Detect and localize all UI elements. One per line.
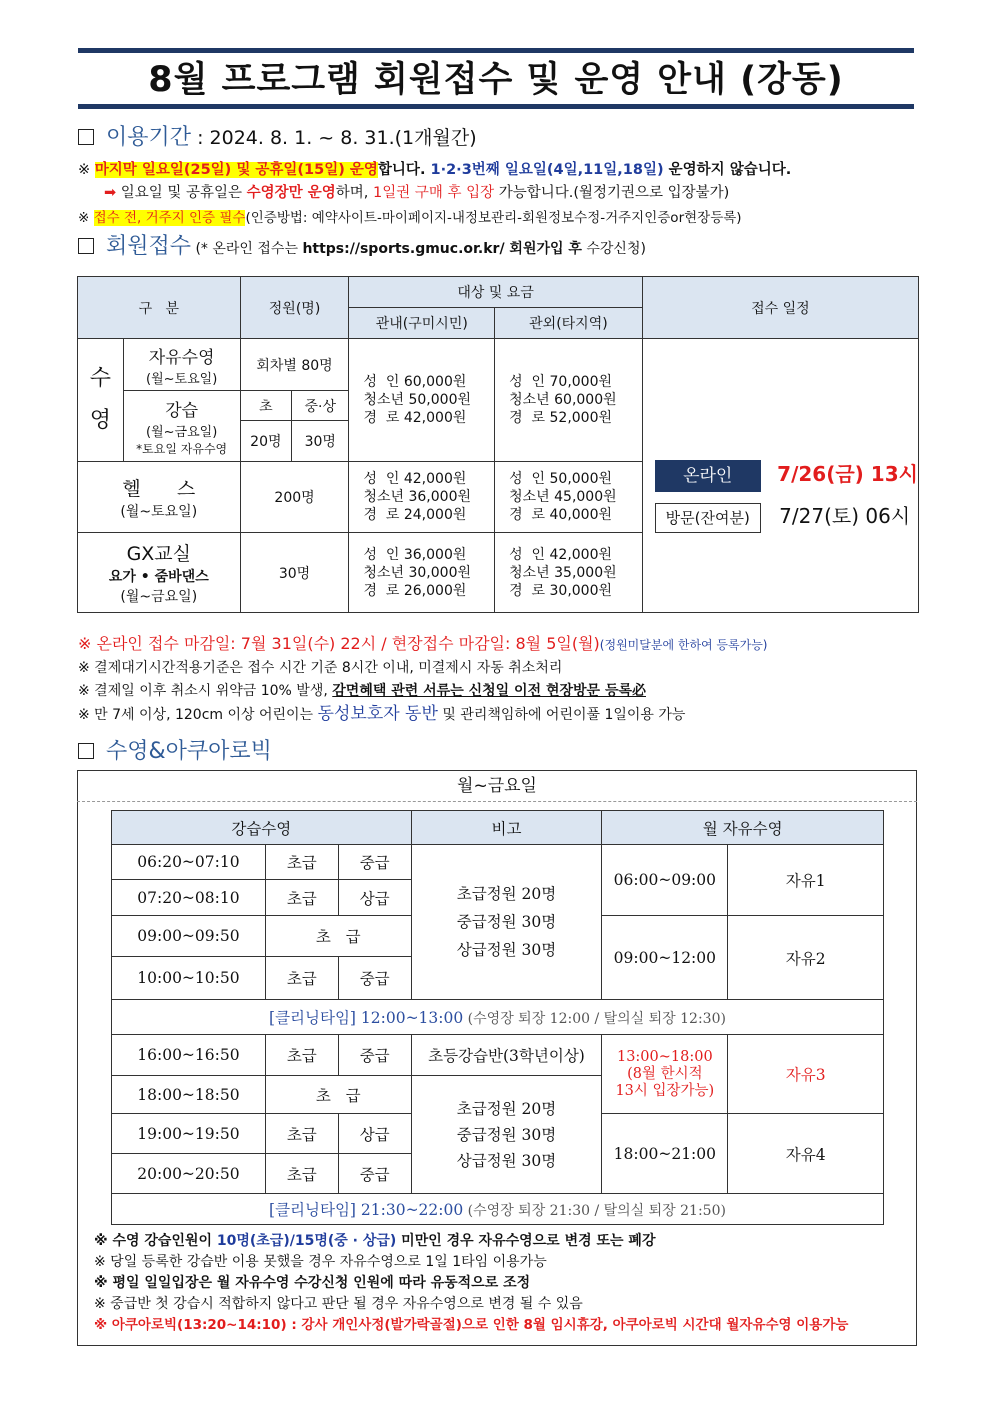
h-free: 월 자유수영 [602,811,884,845]
free-swim-label: 자유수영 [148,347,215,368]
signup-label: 회원접수 [106,234,192,259]
header-category: 구 분 [78,277,241,339]
fee-table [77,276,919,613]
notice-2-c: 하며, [335,185,373,201]
checkbox-icon [78,238,94,254]
gx-sub: 요가 • 줌바댄스 [108,569,209,585]
bottom-note-1-c: 미만인 경우 자유수영으로 변경 또는 폐강 [396,1233,656,1249]
notice-1-a: 운영 [344,162,378,178]
cleaning-time-2-main: [클리닝타임] 21:30~22:00 [269,1201,464,1219]
notice-3 [78,208,742,228]
fee-note-2-a: ※ 결제일 이후 취소시 위약금 10% 발생, [78,683,333,699]
notice-2-a: 일요일 및 공휴일은 [116,185,247,201]
notice-3-highlight: 접수 전, 거주지 인증 필수 [93,210,246,226]
cleaning-time-2 [112,1194,884,1225]
header-capacity: 정원(명) [240,277,349,339]
schedule-visit-row [643,500,918,533]
notice-2-e: 가능합니다.(월정기권으로 입장불가) [494,185,730,201]
visit-badge: 방문(잔여분) [655,503,761,533]
lesson-h-mid: 중·상 [292,391,349,421]
lesson-label: 강습 [165,400,199,421]
pm-note-2: 초급정원 20명 중급정원 30명 상급정원 30명 [411,1076,602,1194]
lesson-level: 초급 [265,957,338,1000]
header-resident: 관내(구미시민) [349,308,495,339]
health-fee-resident: 성 인 42,000원 청소년 36,000원 경 로 24,000원 [349,462,495,533]
health-capacity: 200명 [240,462,349,533]
bottom-note-1 [94,1231,655,1251]
arrow-right-icon: ➡ [104,185,117,201]
lesson-time: 07:20~08:10 [112,880,266,916]
bottom-note-1-b: 10명(초급)/15명(중 · 상급) [216,1233,397,1249]
lesson-time: 09:00~09:50 [112,916,266,957]
lesson-time: 06:20~07:10 [112,845,266,880]
free-swim-cell [123,339,240,391]
notice-1-highlight: 마지막 일요일(25일) 및 공휴일(15일) [94,162,345,178]
aqua-heading [78,737,272,767]
swim-char-2: 영 [89,408,111,433]
free-time: 18:00~21:00 [602,1114,728,1194]
notice-1-c: 1·2·3번째 일요일(4일,11일,18일) [430,162,664,178]
period-row: 이용기간 : 2024. 8. 1. ~ 8. 31.(1개월간) [78,124,477,152]
lesson-level: 중급 [338,957,411,1000]
free-swim-days: (월~토요일) [146,371,218,387]
lesson-days: (월~금요일) [146,424,218,440]
bottom-note-5: ※ 아쿠아로빅(13:20~14:10) : 강사 개인사정(발가락골절)으로 인한 8월 임시휴강, 아쿠아로빅 시간대 월자유수영 이용가능 [94,1317,849,1333]
bottom-note-1-a: ※ 수영 강습인원이 [94,1233,217,1249]
lesson-h-beginner: 초 [240,391,291,421]
lesson-level: 중급 [338,1154,411,1194]
lesson-level: 초 급 [265,916,411,957]
aqua-table [111,810,884,1225]
lesson-cell [123,391,240,462]
period-label: 이용기간 [106,125,192,150]
deadline-text: ※ 온라인 접수 마감일: 7월 31일(수) 22시 / 현장접수 마감일: 8월 5일(월) [78,634,600,653]
lesson-time: 18:00~18:50 [112,1076,266,1114]
health-cell [78,462,241,533]
schedule-cell [642,339,918,613]
fee-note-3 [78,704,685,725]
fee-note-2-b: 감면혜택 관련 서류는 신청일 이전 현장방문 등록必 [332,683,646,699]
online-badge: 온라인 [655,460,761,492]
free-name: 자유4 [728,1114,884,1194]
lesson-level: 초급 [265,1114,338,1154]
signup-row [78,232,646,264]
swim-group-label [78,339,124,462]
bottom-note-2: ※ 당일 등록한 강습반 이용 못했을 경우 자유수영으로 1일 1타임 이용가능 [94,1254,547,1270]
notice-2-d: 1일권 구매 후 입장 [372,185,495,201]
swim-char-1: 수 [89,366,111,391]
cleaning-time-1 [112,1000,884,1035]
notice-1 [78,160,791,180]
signup-note-b: 수강신청) [581,241,646,257]
visit-date: 7/27(토) 06시 [779,504,911,528]
free-swim-capacity: 회차별 80명 [240,339,349,391]
lesson-level: 중급 [338,845,411,880]
lesson-level: 상급 [338,1114,411,1154]
swim-fee-resident: 성 인 60,000원 청소년 50,000원 경 로 42,000원 [349,339,495,462]
notice-mark: ※ [78,162,91,178]
signup-note-a: (* 온라인 접수는 [195,241,303,257]
cleaning-time-1-detail: (수영장 퇴장 12:00 / 탈의실 퇴장 12:30) [463,1011,726,1027]
gx-fee-nonresident: 성 인 42,000원 청소년 35,000원 경 로 30,000원 [495,533,643,613]
deadline-note [78,633,768,656]
lesson-time: 19:00~19:50 [112,1114,266,1154]
notice-3-rest: (인증방법: 예약사이트-마이페이지-내정보관리-회원정보수정-거주지인증or현장등록) [245,210,742,226]
online-date: 7/26(금) 13시 [777,462,918,486]
free-name: 자유2 [728,916,884,1000]
health-days: (월~토요일) [120,503,198,520]
lesson-time: 10:00~10:50 [112,957,266,1000]
checkbox-icon [78,743,94,759]
lesson-sub: *토요일 자유수영 [136,441,228,456]
bottom-note-3: ※ 평일 일일입장은 월 자유수영 수강신청 인원에 따라 유동적으로 조정 [94,1275,531,1291]
health-label: 헬 스 [122,477,196,500]
lesson-level: 초급 [265,845,338,880]
gx-label: GX교실 [126,543,192,565]
gx-cell [78,533,241,613]
gx-fee-resident: 성 인 36,000원 청소년 30,000원 경 로 26,000원 [349,533,495,613]
lesson-time: 20:00~20:50 [112,1154,266,1194]
fee-note-1: ※ 결제대기시간적용기준은 접수 시간 기준 8시간 이내, 미결제시 자동 취소처리 [78,660,563,676]
cleaning-time-1-main: [클리닝타임] 12:00~13:00 [269,1009,464,1027]
lesson-level: 중급 [338,1035,411,1076]
swim-fee-nonresident: 성 인 70,000원 청소년 60,000원 경 로 52,000원 [495,339,643,462]
lesson-cap-beginner: 20명 [240,421,291,462]
am-note: 초급정원 20명 중급정원 30명 상급정원 30명 [411,845,602,1000]
title-rule-bottom [78,104,914,109]
fee-note-3-b: 동성보호자 동반 [317,704,438,724]
free-name: 자유1 [728,845,884,916]
bottom-note-4: ※ 중급반 첫 강습시 적합하지 않다고 판단 될 경우 자유수영으로 변경 될 수 있음 [94,1296,583,1312]
lesson-level: 초 급 [265,1076,411,1114]
header-nonresident: 관외(타지역) [495,308,643,339]
header-target: 대상 및 요금 [349,277,642,308]
schedule-online-row [643,458,918,492]
fee-note-3-c: 및 관리책임하에 어린이풀 1일이용 가능 [437,707,686,723]
deadline-small: (정원미달분에 한하여 등록가능) [599,638,768,652]
free-name: 자유3 [728,1035,884,1114]
lesson-level: 상급 [338,880,411,916]
free-time: 09:00~12:00 [602,916,728,1000]
lesson-level: 초급 [265,1154,338,1194]
aqua-label: 수영&아쿠아로빅 [106,739,272,764]
fee-note-3-a: ※ 만 7세 이상, 120cm 이상 어린이는 [78,707,318,723]
h-lesson: 강습수영 [112,811,412,845]
h-note: 비고 [411,811,602,845]
lesson-cap-mid: 30명 [292,421,349,462]
days-header: 월~금요일 [77,770,917,802]
lesson-level: 초급 [265,1035,338,1076]
notice-1-d: 운영하지 않습니다. [663,162,792,178]
period-value: 2024. 8. 1. ~ 8. 31.(1개월간) [209,127,477,149]
notice-2-b: 수영장만 운영 [246,185,336,201]
free-time: 06:00~09:00 [602,845,728,916]
pm-note-1: 초등강습반(3학년이상) [411,1035,602,1076]
notice-2 [104,183,729,203]
page-title: 8월 프로그램 회원접수 및 운영 안내 (강동) [148,60,844,100]
lesson-time: 16:00~16:50 [112,1035,266,1076]
lesson-level: 초급 [265,880,338,916]
checkbox-icon [78,129,94,145]
notice-mark: ※ [78,210,90,226]
gx-capacity: 30명 [240,533,349,613]
notice-1-b: 합니다. [377,162,431,178]
health-fee-nonresident: 성 인 50,000원 청소년 45,000원 경 로 40,000원 [495,462,643,533]
free-time: 13:00~18:00 (8월 한시적 13시 입장가능) [602,1035,728,1114]
header-schedule: 접수 일정 [642,277,918,339]
cleaning-time-2-detail: (수영장 퇴장 21:30 / 탈의실 퇴장 21:50) [463,1203,726,1219]
gx-days: (월~금요일) [120,589,198,605]
fee-note-2 [78,681,646,701]
signup-url[interactable]: https://sports.gmuc.or.kr/ 회원가입 후 [302,241,582,257]
